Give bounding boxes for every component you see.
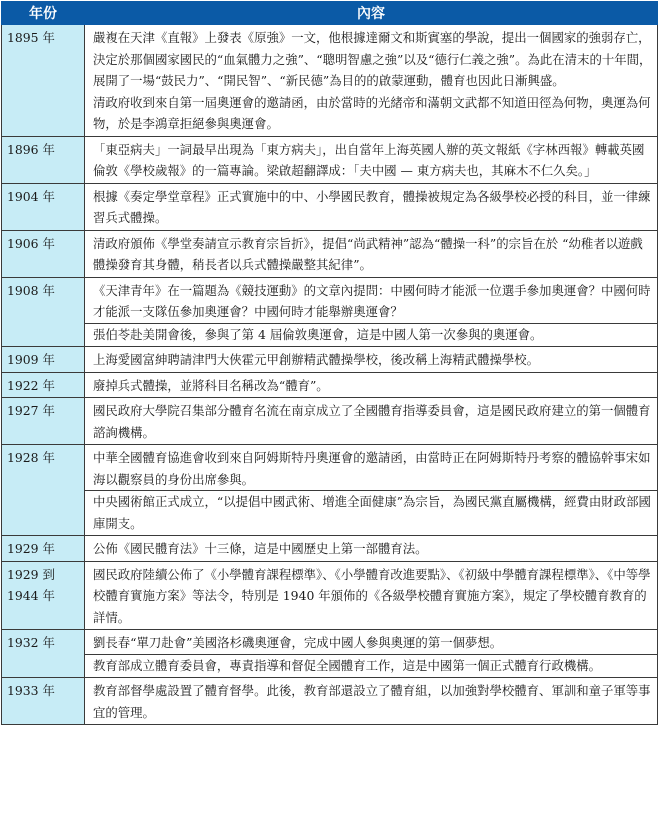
table-row: [2, 630, 658, 678]
content-paragraph: 根據《奏定學堂章程》正式實施中的中、小學國民教育，體操被規定為各級學校必授的科目，並一律練習兵式體操。: [93, 188, 651, 225]
table-row: [2, 183, 658, 230]
content-cell: [85, 398, 658, 445]
content-paragraph: 張伯苓赴美開會後，參與了第 4 屆倫敦奧運會，這是中國人第一次參與的奧運會。: [85, 323, 657, 346]
year-cell: 1933 年: [2, 678, 85, 725]
content-paragraph: 劉長春“單刀赴會”美國洛杉磯奧運會，完成中國人參與奧運的第一個夢想。: [93, 635, 503, 650]
year-cell: 1922 年: [2, 372, 85, 398]
table-row: [2, 536, 658, 562]
table-row: [2, 678, 658, 725]
content-cell: [85, 536, 658, 562]
year-cell: 1932 年: [2, 630, 85, 678]
table-row: [2, 25, 658, 137]
content-paragraph: 國民政府陸續公佈了《小學體育課程標準》、《小學體育改進要點》、《初級中學體育課程標準》、《中等學校體育實施方案》等法令，特別是 1940 年頒佈的《各級學校體育實施方案》，規定了學校體育教育的詳情。: [93, 566, 651, 625]
content-cell: [85, 183, 658, 230]
content-paragraph: 上海愛國富紳聘請津門大俠霍元甲創辦精武體操學校，後改稱上海精武體操學校。: [93, 352, 540, 367]
content-cell: [85, 347, 658, 373]
content-paragraph: 廢掉兵式體操，並將科目名稱改為“體育”。: [93, 377, 329, 393]
table-row: [2, 398, 658, 445]
content-paragraph: 教育部督學處設置了體育督學。此後，教育部還設立了體育組，以加強對學校體育、軍訓和童子軍等事宜的管理。: [93, 683, 651, 720]
content-cell: [85, 277, 658, 347]
content-paragraph: 「東亞病夫」一詞最早出現為「東方病夫」，出自當年上海英國人辦的英文報紙《字林西報》轉載英國倫敦《學校歲報》的一篇專論。梁啟超翻譯成：「夫中國 — 東方病夫也，其麻木不仁久矣。」: [93, 141, 645, 178]
table-row: [2, 372, 658, 398]
content-cell: [85, 445, 658, 536]
content-paragraph: 清政府頒佈《學堂奏請宣示教育宗旨折》，提倡“尚武精神”認為“體操一科”的宗旨在於 “幼稚者以遊戲體操發育其身體，稍長者以兵式體操嚴整其紀律”。: [93, 235, 643, 272]
content-paragraph: 中華全國體育協進會收到來自阿姆斯特丹奧運會的邀請函，由當時正在阿姆斯特丹考察的體協幹事宋如海以觀察員的身份出席參與。: [93, 450, 651, 487]
header-row: [2, 2, 658, 25]
year-cell: 1929 到 1944 年: [2, 561, 85, 630]
year-cell: 1908 年: [2, 277, 85, 347]
table-header: [2, 2, 658, 25]
year-cell: 1896 年: [2, 136, 85, 183]
content-cell: [85, 372, 658, 398]
table-row: [2, 230, 658, 277]
year-cell: 1904 年: [2, 183, 85, 230]
content-cell: [85, 136, 658, 183]
content-paragraph: 清政府收到來自第一屆奧運會的邀請函，由於當時的光緒帝和滿朝文武都不知道田徑為何物，奧運為何物，於是李鴻章拒絕參與奧運會。: [93, 94, 651, 131]
year-cell: 1906 年: [2, 230, 85, 277]
year-column-header: 年份: [2, 2, 85, 25]
table-row: [2, 561, 658, 630]
content-cell: [85, 230, 658, 277]
content-column-header: 內容: [85, 2, 658, 25]
content-paragraph: 嚴複在天津《直報》上發表《原強》一文，他根據達爾文和斯賓塞的學說，提出一個國家的強弱存亡，決定於那個國家國民的“血氣體力之強”、“聰明智慮之強”以及“德行仁義之強”。為此在清末的十年間，展開了一場“鼓民力”、“開民智”、“新民德”為目的的啟蒙運動，體育也因此日漸興盛。: [93, 30, 652, 88]
content-cell: [85, 561, 658, 630]
content-paragraph: 國民政府大學院召集部分體育名流在南京成立了全國體育指導委員會，這是國民政府建立的第一個體育諮詢機構。: [93, 403, 651, 440]
content-paragraph: 《天津青年》在一篇題為《競技運動》的文章內提問：中國何時才能派一位選手參加奧運會？中國何時才能派一支隊伍參加奧運會？中國何時才能舉辦奧運會？: [93, 282, 651, 319]
content-paragraph: 公佈《國民體育法》十三條，這是中國歷史上第一部體育法。: [93, 541, 428, 556]
table-row: [2, 277, 658, 347]
content-paragraph: 教育部成立體育委員會，專責指導和督促全國體育工作，這是中國第一個正式體育行政機構。: [85, 654, 657, 677]
content-cell: [85, 630, 658, 678]
timeline-table: [1, 1, 658, 725]
table-row: [2, 347, 658, 373]
content-cell: [85, 25, 658, 137]
year-cell: 1928 年: [2, 445, 85, 536]
year-cell: 1909 年: [2, 347, 85, 373]
table-body: [2, 25, 658, 725]
content-paragraph: 中央國術館正式成立，“以提倡中國武術、增進全面健康”為宗旨，為國民黨直屬機構，經費由財政部國庫開支。: [85, 490, 657, 534]
year-cell: 1929 年: [2, 536, 85, 562]
table-row: [2, 136, 658, 183]
year-cell: 1895 年: [2, 25, 85, 137]
content-cell: [85, 678, 658, 725]
year-cell: 1927 年: [2, 398, 85, 445]
table-row: [2, 445, 658, 536]
